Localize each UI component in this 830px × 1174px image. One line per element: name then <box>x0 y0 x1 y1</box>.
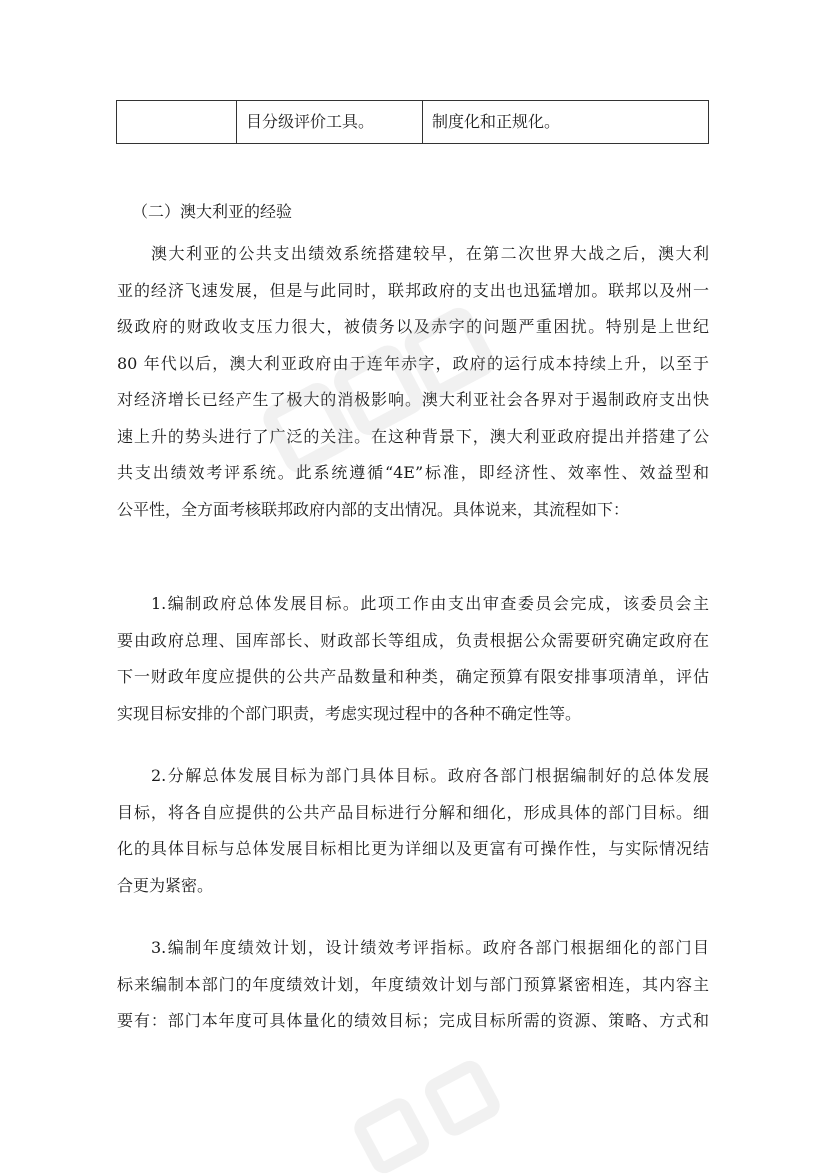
text-line: 共支出绩效考评系统。此系统遵循“4E”标准，即经济性、效率性、效益型和 <box>117 463 709 482</box>
text-line: 级政府的财政收支压力很大，被债务以及赤字的问题严重困扰。特别是上世纪 <box>117 317 709 336</box>
text-line: 2.分解总体发展目标为部门具体目标。政府各部门根据编制好的总体发展 <box>151 766 709 785</box>
text-line: 3.编制年度绩效计划，设计绩效考评指标。政府各部门根据细化的部门目 <box>151 938 709 957</box>
text-line: 澳大利亚的公共支出绩效系统搭建较早，在第二次世界大战之后，澳大利 <box>151 244 709 263</box>
table-cell-1 <box>117 101 237 143</box>
text-line: 实现目标安排的个部门职责，考虑实现过程中的各种不确定性等。 <box>117 703 582 723</box>
text-line: 速上升的势头进行了广泛的关注。在这种背景下，澳大利亚政府提出并搭建了公 <box>117 426 709 446</box>
text-line: 目标，将各自应提供的公共产品目标进行分解和细化，形成具体的部门目标。细 <box>117 802 709 822</box>
table-fragment-row <box>116 100 709 144</box>
text-line: 化的具体目标与总体发展目标相比更为详细以及更富有可操作性，与实际情况结 <box>117 839 709 858</box>
text-line: 下一财政年度应提供的公共产品数量和种类，确定预算有限安排事项清单，评估 <box>117 667 709 686</box>
watermark-logo-bottom <box>330 1050 530 1174</box>
paragraph-australia-intro <box>117 242 709 534</box>
text-line: 合更为紧密。 <box>117 875 214 895</box>
paragraph-step-1 <box>117 592 709 738</box>
table-cell-2: 目分级评价工具。 <box>237 101 423 143</box>
text-line: 亚的经济飞速发展，但是与此同时，联邦政府的支出也迅猛增加。联邦以及州一 <box>117 280 709 300</box>
paragraph-step-3 <box>117 936 709 1046</box>
text-line: 要有：部门本年度可具体量化的绩效目标；完成目标所需的资源、策略、方式和 <box>117 1011 709 1030</box>
text-line: 对经济增长已经产生了极大的消极影响。澳大利亚社会各界对于遏制政府支出快 <box>117 390 709 409</box>
table-cell-3: 制度化和正规化。 <box>432 112 561 131</box>
paragraph-step-2 <box>117 764 709 910</box>
text-line: 公平性，全方面考核联邦政府内部的支出情况。具体说来，其流程如下： <box>117 499 630 519</box>
text-line: 要由政府总理、国库部长、财政部长等组成，负责根据公众需要研究确定政府在 <box>117 630 709 650</box>
section-heading: （二）澳大利亚的经验 <box>132 202 293 221</box>
text-line: 80 年代以后，澳大利亚政府由于连年赤字，政府的运行成本持续上升，以至于 <box>117 353 709 373</box>
text-line: 1.编制政府总体发展目标。此项工作由支出审查委员会完成，该委员会主 <box>151 594 709 613</box>
text-line: 标来编制本部门的年度绩效计划，年度绩效计划与部门预算紧密相连，其内容主 <box>117 974 709 994</box>
